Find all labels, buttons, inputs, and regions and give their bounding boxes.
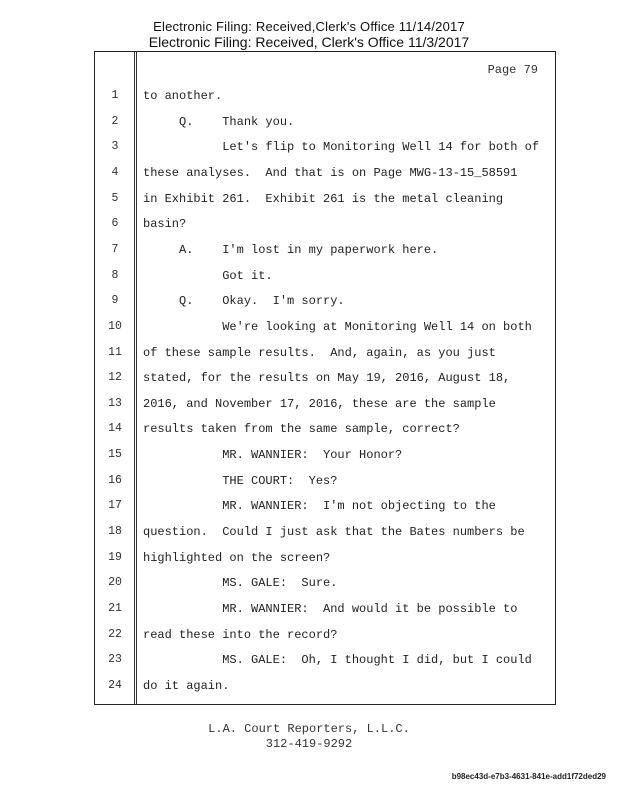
line-number: 1 <box>111 89 119 102</box>
line-number: 12 <box>108 371 122 384</box>
margin-rule <box>134 52 137 704</box>
line-number: 10 <box>108 320 122 333</box>
line-number: 13 <box>108 397 122 410</box>
line-number: 6 <box>111 217 119 230</box>
line-text: highlighted on the screen? <box>143 551 331 565</box>
line-text: MR. WANNIER: I'm not objecting to the <box>143 499 496 513</box>
line-text: results taken from the same sample, correct? <box>143 422 460 436</box>
line-number: 11 <box>108 346 122 359</box>
line-number: 24 <box>108 679 122 692</box>
line-number: 14 <box>108 422 122 435</box>
line-number: 15 <box>108 448 122 461</box>
line-text: basin? <box>143 217 187 231</box>
line-text: do it again. <box>143 679 230 693</box>
line-number: 18 <box>108 525 122 538</box>
line-text: of these sample results. And, again, as you just <box>143 346 496 360</box>
line-text: these analyses. And that is on Page MWG-13-15_58591 <box>143 166 518 180</box>
line-number: 2 <box>111 115 119 128</box>
line-text: MR. WANNIER: Your Honor? <box>143 448 403 462</box>
filing-stamp-1: Electronic Filing: Received,Clerk's Office 11/14/2017 <box>153 19 465 34</box>
line-text: We're looking at Monitoring Well 14 on both <box>143 320 532 334</box>
line-number: 5 <box>111 192 119 205</box>
line-text: stated, for the results on May 19, 2016, August 18, <box>143 371 511 385</box>
line-number: 9 <box>111 294 119 307</box>
line-text: question. Could I just ask that the Bates numbers be <box>143 525 525 539</box>
line-number: 3 <box>111 140 119 153</box>
line-text: THE COURT: Yes? <box>143 474 338 488</box>
line-text: MR. WANNIER: And would it be possible to <box>143 602 518 616</box>
line-number: 7 <box>111 243 119 256</box>
page-number: Page 79 <box>487 63 538 77</box>
line-number: 19 <box>108 551 122 564</box>
reporter-company: L.A. Court Reporters, L.L.C. <box>208 722 410 736</box>
line-number: 21 <box>108 602 122 615</box>
line-text: to another. <box>143 89 223 103</box>
line-number: 8 <box>111 269 119 282</box>
line-text: Q. Okay. I'm sorry. <box>143 294 345 308</box>
line-number: 4 <box>111 166 119 179</box>
line-number: 23 <box>108 653 122 666</box>
line-text: MS. GALE: Sure. <box>143 576 338 590</box>
line-text: 2016, and November 17, 2016, these are the sample <box>143 397 496 411</box>
line-text: MS. GALE: Oh, I thought I did, but I could <box>143 653 532 667</box>
document-id: b98ec43d-e7b3-4631-841e-add1f72ded29 <box>451 772 606 781</box>
line-text: A. I'm lost in my paperwork here. <box>143 243 439 257</box>
line-number: 20 <box>108 576 122 589</box>
reporter-phone: 312-419-9292 <box>265 737 353 751</box>
filing-stamp-2: Electronic Filing: Received, Clerk's Office 11/3/2017 <box>148 34 470 50</box>
line-text: Let's flip to Monitoring Well 14 for both of <box>143 140 540 154</box>
line-number: 22 <box>108 628 122 641</box>
line-number: 17 <box>108 499 122 512</box>
line-number: 16 <box>108 474 122 487</box>
line-text: Q. Thank you. <box>143 115 295 129</box>
line-text: in Exhibit 261. Exhibit 261 is the metal cleaning <box>143 192 504 206</box>
line-text: Got it. <box>143 269 273 283</box>
line-text: read these into the record? <box>143 628 338 642</box>
